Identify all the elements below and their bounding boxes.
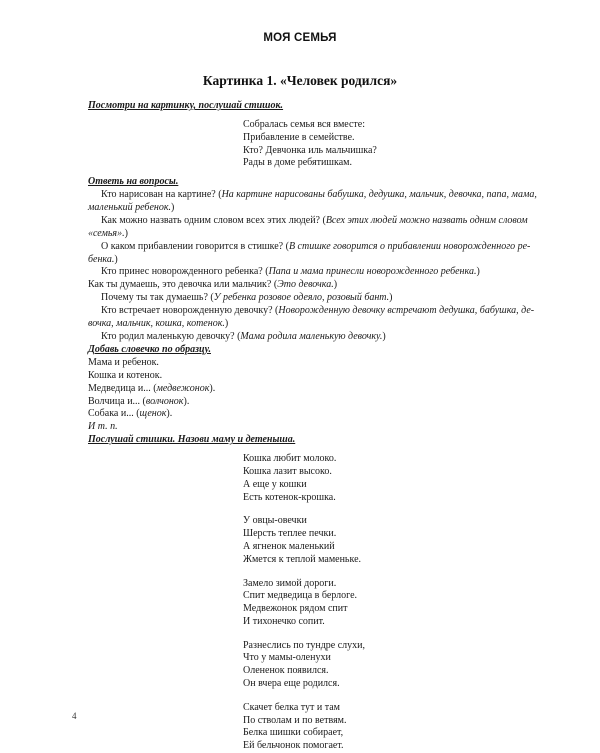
answer-continuation: вочка, мальчик, кошка, котенок.): [88, 318, 229, 330]
pair-line: Медведица и... (медвежонок).: [88, 382, 216, 394]
question-line: Кто принес новорожденного ребенка? (Папа и мама принесли новорожденного ребенка.): [101, 266, 480, 278]
question-line: Кто нарисован на картине? (На картине нарисованы бабушка, дедушка, мальчик, девочка, папа, мама,: [101, 189, 537, 200]
instruction-look-listen: Посмотри на картинку, послушай стишок.: [88, 100, 284, 111]
poem-line: Он вчера еще родился.: [243, 678, 340, 690]
pair-line: Мама и ребенок.: [88, 356, 159, 368]
poem-line: Замело зимой дороги.: [243, 577, 337, 589]
etc-line: И т. п.: [88, 421, 118, 433]
poem-line: Прибавление в семействе.: [243, 131, 355, 143]
page-header: МОЯ СЕМЬЯ: [263, 32, 337, 44]
intro-poem: [243, 119, 518, 170]
poem-line: Скачет белка тут и там: [243, 701, 341, 713]
poem-line: По стволам и по ветвям.: [243, 714, 347, 726]
poem-line: Олененок появился.: [243, 665, 329, 677]
pair-line: Волчица и... (волчонок).: [88, 395, 190, 407]
question-line: О каком прибавлении говорится в стишке? (В стишке говорится о прибавлении новорожденного ре-: [101, 240, 531, 252]
answer-continuation: маленький ребенок.): [88, 201, 175, 213]
poem-line: Кошка лазит высоко.: [243, 465, 332, 477]
poem-line: А еще у кошки: [243, 478, 307, 490]
page-number: 4: [72, 711, 77, 721]
poem-line: Есть котенок-крошка.: [243, 491, 336, 503]
poem-line: Разнеслись по тундре слухи,: [243, 639, 366, 651]
document-body: [88, 100, 537, 753]
poem-line: Собралась семья вся вместе:: [243, 118, 365, 130]
poem-line: Кто? Девчонка иль мальчишка?: [243, 144, 377, 156]
pair-line: Собака и... (щенок).: [88, 408, 173, 420]
answer-continuation: «семья».): [88, 227, 128, 239]
question-line: Кто встречает новорожденную девочку? (Новорожденную девочку встречают дедушка, бабушка, де-: [101, 305, 535, 317]
answer-continuation: бенка.): [88, 253, 118, 265]
question-line: Кто родил маленькую девочку? (Мама родила маленькую девочку.): [101, 330, 386, 342]
poem-line: Кошка любит молоко.: [243, 453, 337, 465]
instruction-answer-questions: Ответь на вопросы.: [88, 176, 179, 188]
poem-line: А ягненок маленький: [243, 540, 335, 552]
pair-line: Кошка и котенок.: [88, 369, 163, 381]
poem-line: Белка шишки собирает,: [243, 727, 344, 739]
poem-line: Шерсть теплее печки.: [243, 528, 337, 540]
poem-line: Рады в доме ребятишкам.: [243, 157, 352, 169]
poem-line: И тихонечко сопит.: [243, 615, 325, 627]
poem-line: Что у мамы-оленухи: [243, 652, 331, 664]
poem-line: Медвежонок рядом спит: [243, 603, 348, 615]
poem-line: Ей бельчонок помогает.: [243, 740, 344, 752]
poem-line: Спит медведица в берлоге.: [243, 590, 358, 602]
instruction-add-word: Добавь словечко по образцу.: [88, 343, 211, 355]
question-line: Как можно назвать одним словом всех этих людей? (Всех этих людей можно назвать одним словом: [101, 214, 528, 226]
poem-line: У овцы-овечки: [243, 515, 307, 527]
poem-line: Жмется к теплой маменьке.: [243, 553, 362, 565]
question-line: Как ты думаешь, это девочка или мальчик? (Это девочка.): [88, 279, 338, 291]
instruction-listen-name: Послушай стишки. Назови маму и детеныша.: [88, 434, 296, 446]
animal-poems: [243, 453, 518, 753]
question-line: Почему ты так думаешь? (У ребенка розовое одеяло, розовый бант.): [101, 292, 393, 304]
page-title: Картинка 1. «Человек родился»: [202, 73, 398, 88]
